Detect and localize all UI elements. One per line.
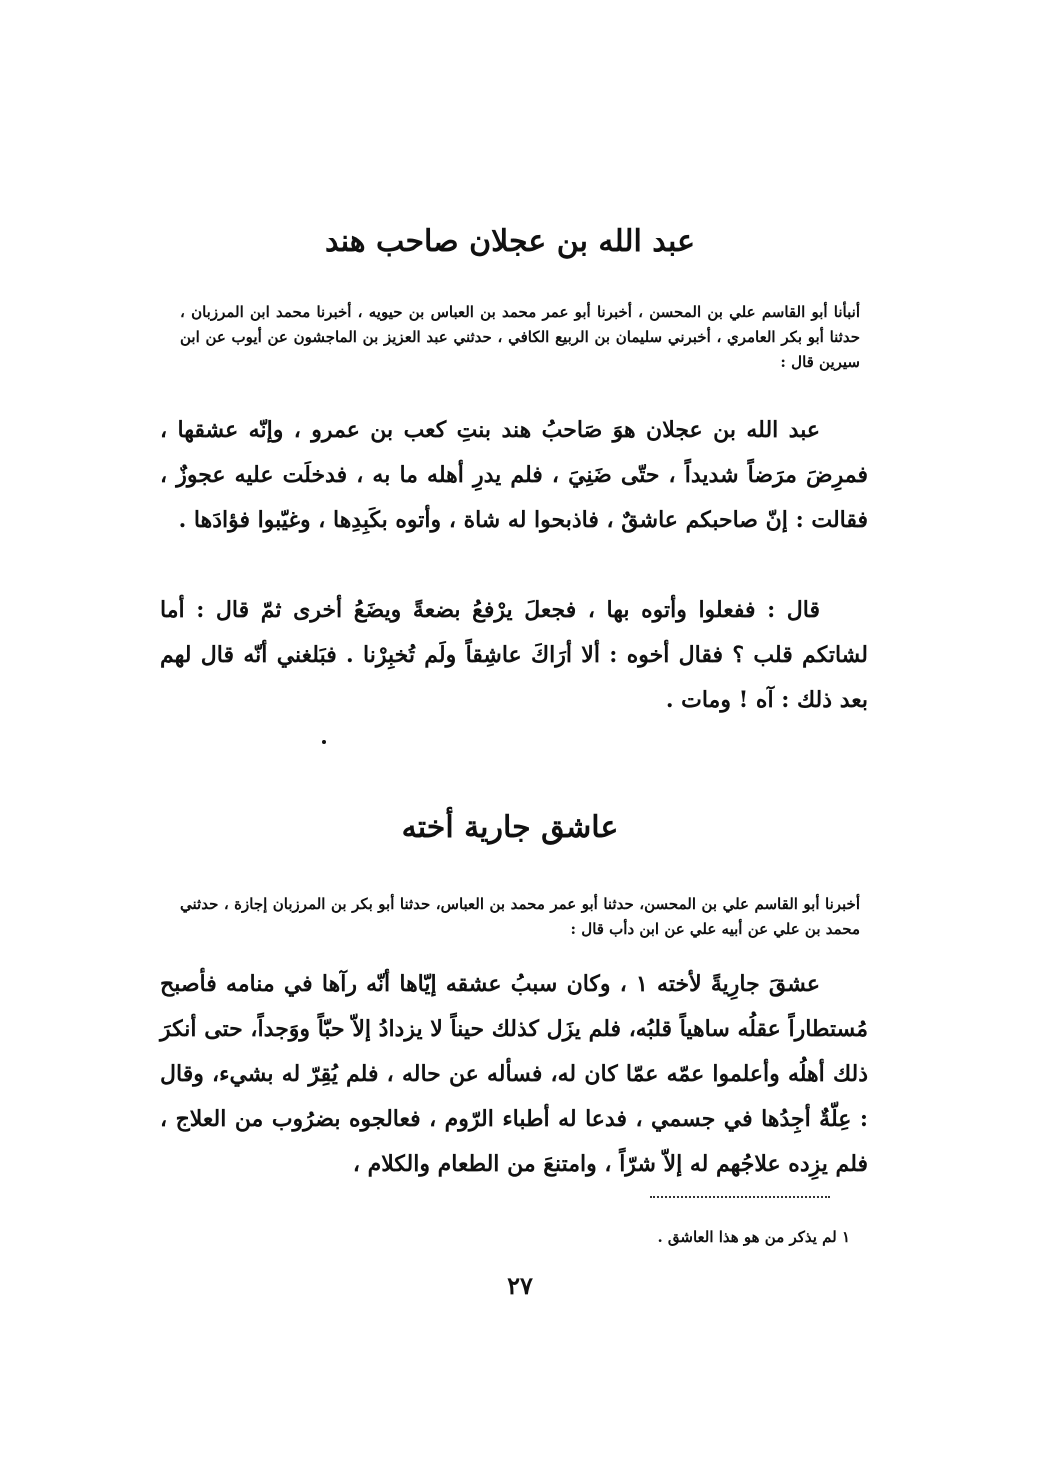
narrative-paragraph-3: عشقَ جارِيةً لأخته ١ ، وكان سببُ عشقه إيّاها أنّه رآها في منامه فأصبح مُستطاراً عقلُه ساهياً قلبُه، فلم يزَل كذلك حيناً لا يزدادُ إلاّ حبّاً ووَجداً، حتى أنكرَ ذلك أهلُه وأعلموا عمّه عمّا كان له، فسأله عن حاله ، فلم يُقِرّ له بشيء، وقال : عِلّةٌ أجِدُها في جسمي ، فدعا له أطباء الرّوم ، فعالجوه بضرُوب من العلاج ، فلم يزِده علاجُهم له إلاّ شرّاً ، وامتنعَ من الطعام والكلام ، bbox=[160, 971, 868, 1177]
narrative-paragraph-2: قال : ففعلوا وأتوه بها ، فجعلَ يرْفعُ بضعةً ويضَعُ أخرى ثمّ قال : أما لشاتكم قلب ؟ فقال أخوه : ألا أرَاكَ عاشِقاً ولَم تُخبِرْنا . فبَلغني أنّه قال لهم بعد ذلك : آه ! ومات . bbox=[160, 597, 868, 713]
footnote-separator bbox=[650, 1196, 830, 1198]
section-title-lover-of-sisters-maid: عاشق جارية أخته bbox=[401, 810, 619, 845]
narrative-paragraph-1: عبد الله بن عجلان هوَ صَاحبُ هند بنتِ كعب بن عمرو ، وإنّه عشقها ، فمرِضَ مرَضاً شديداً ، حتّى ضَنِيَ ، فلم يدرِ أهله ما به ، فدخلَت عليه عجوزٌ ، فقالت : إنّ صاحبكم عاشقٌ ، فاذبحوا له شاة ، وأتوه بكَبِدِها ، وغيّبوا فؤادَها . bbox=[160, 417, 868, 533]
stray-ink-dot bbox=[322, 740, 326, 744]
isnad-chain-2: أخبرنا أبو القاسم علي بن المحسن، حدثنا أبو عمر محمد بن العباس، حدثنا أبو بكر بن المرزبان إجازة ، حدثني محمد بن علي عن أبيه علي عن ابن دأب قال : bbox=[180, 895, 860, 938]
footnote: ١ لم يذكر من هو هذا العاشق . bbox=[657, 1228, 850, 1246]
section-title-abdullah-ibn-ajlan: عبد الله بن عجلان صاحب هند bbox=[324, 224, 696, 259]
page-number: ٢٧ bbox=[507, 1271, 533, 1300]
isnad-chain-1: أنبأنا أبو القاسم علي بن المحسن ، أخبرنا أبو عمر محمد بن العباس بن حيويه ، أخبرنا محمد ابن المرزبان ، حدثنا أبو بكر العامري ، أخبرني سليمان بن الربيع الكافي ، حدثني عبد العزيز بن الماجشون عن أيوب عن ابن سيرين قال : bbox=[180, 303, 860, 371]
